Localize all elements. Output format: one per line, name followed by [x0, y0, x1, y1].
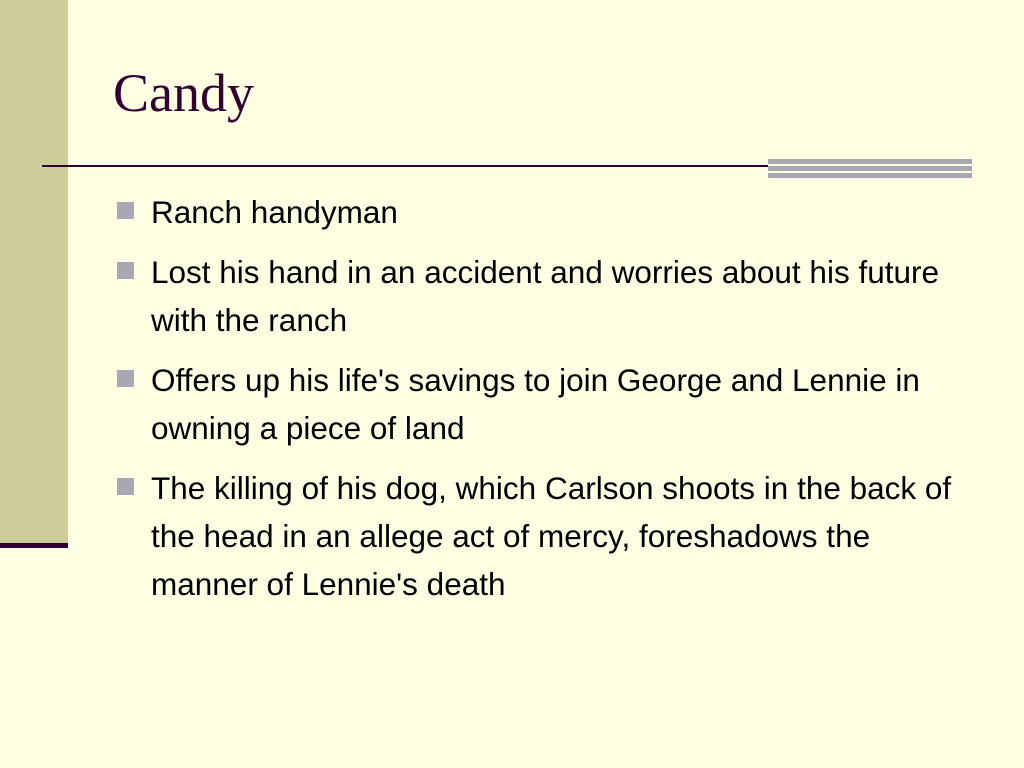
- square-bullet-icon: [117, 262, 134, 279]
- accent-bar: [768, 159, 972, 179]
- slide-title: Candy: [113, 63, 254, 123]
- bullet-text: Offers up his life's savings to join George and Lennie in owning a piece of land: [151, 362, 920, 446]
- side-band-rule: [0, 543, 68, 548]
- bullet-text: The killing of his dog, which Carlson shoots in the back of the head in an allege act of mercy, foreshadows the manner of Lennie's death: [151, 470, 952, 602]
- bullet-text: Lost his hand in an accident and worries about his future with the ranch: [151, 254, 939, 338]
- square-bullet-icon: [117, 202, 134, 219]
- bullet-item: [113, 188, 973, 236]
- bullet-item: [113, 464, 973, 608]
- square-bullet-icon: [117, 370, 134, 387]
- bullet-item: [113, 248, 973, 344]
- side-band: [0, 0, 68, 543]
- bullet-item: [113, 356, 973, 452]
- bullet-text: Ranch handyman: [151, 194, 398, 230]
- square-bullet-icon: [117, 478, 134, 495]
- bullet-list: [113, 188, 973, 620]
